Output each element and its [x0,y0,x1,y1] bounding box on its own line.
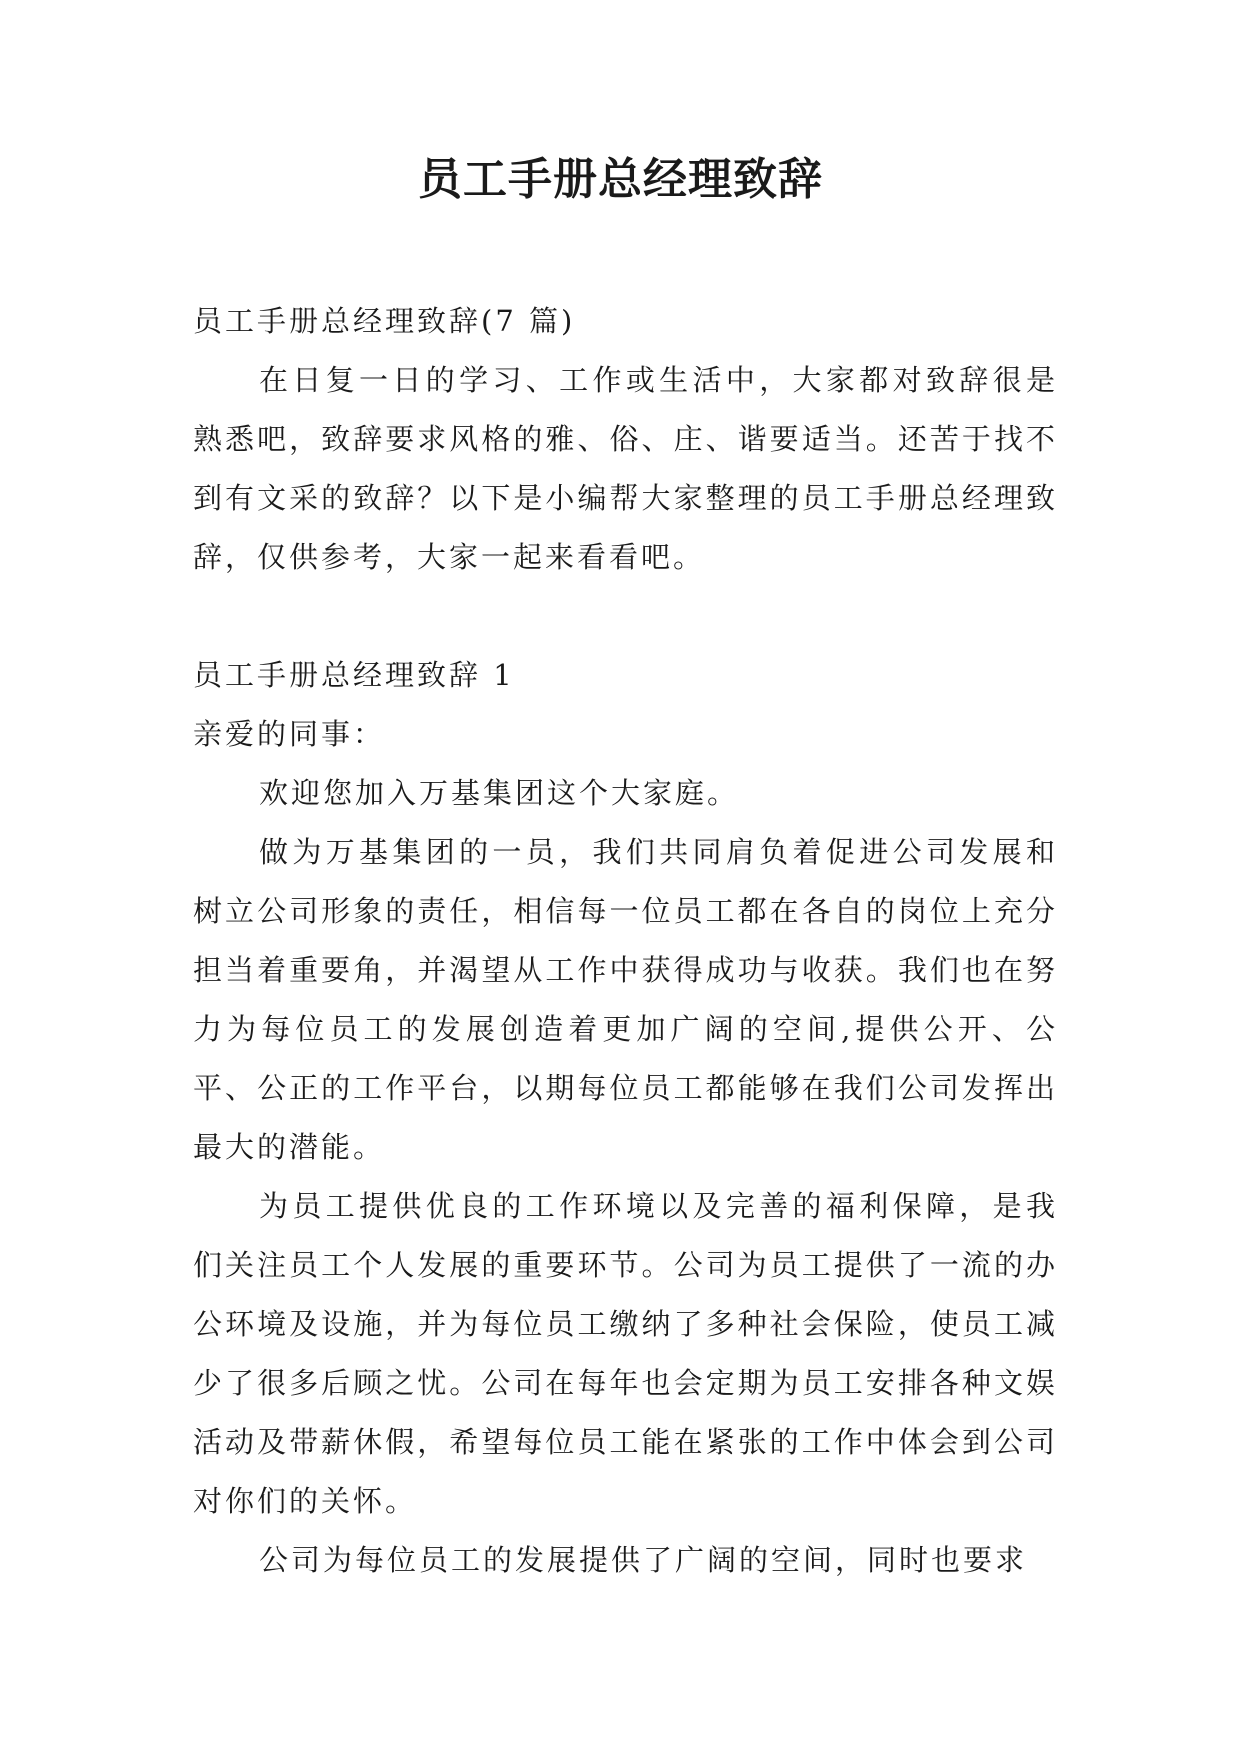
intro-paragraph: 在日复一日的学习、工作或生活中，大家都对致辞很是熟悉吧，致辞要求风格的雅、俗、庄、谐要适当。还苦于找不到有文采的致辞？以下是小编帮大家整理的员工手册总经理致辞，仅供参考，大家一起来看看吧。 [193,363,1058,574]
body-paragraph-1: 欢迎您加入万基集团这个大家庭。 [259,776,740,810]
section-heading: 员工手册总经理致辞 1 [193,658,515,692]
document-subtitle: 员工手册总经理致辞(7 篇) [193,304,576,338]
greeting: 亲爱的同事： [193,717,386,751]
body-paragraph-3: 为员工提供优良的工作环境以及完善的福利保障，是我们关注员工个人发展的重要环节。公司为员工提供了一流的办公环境及设施，并为每位员工缴纳了多种社会保险，使员工减少了很多后顾之忧。公司在每年也会定期为员工安排各种文娱活动及带薪休假，希望每位员工能在紧张的工作中体会到公司对你们的关怀。 [193,1189,1058,1518]
body-paragraph-4: 公司为每位员工的发展提供了广阔的空间，同时也要求 [259,1543,1028,1577]
document-body [193,292,1058,1590]
document-title: 员工手册总经理致辞 [418,154,823,205]
body-paragraph-2: 做为万基集团的一员，我们共同肩负着促进公司发展和树立公司形象的责任，相信每一位员工都在各自的岗位上充分担当着重要角，并渴望从工作中获得成功与收获。我们也在努力为每位员工的发展创造着更加广阔的空间,提供公开、公平、公正的工作平台，以期每位员工都能够在我们公司发挥出最大的潜能。 [193,835,1058,1164]
